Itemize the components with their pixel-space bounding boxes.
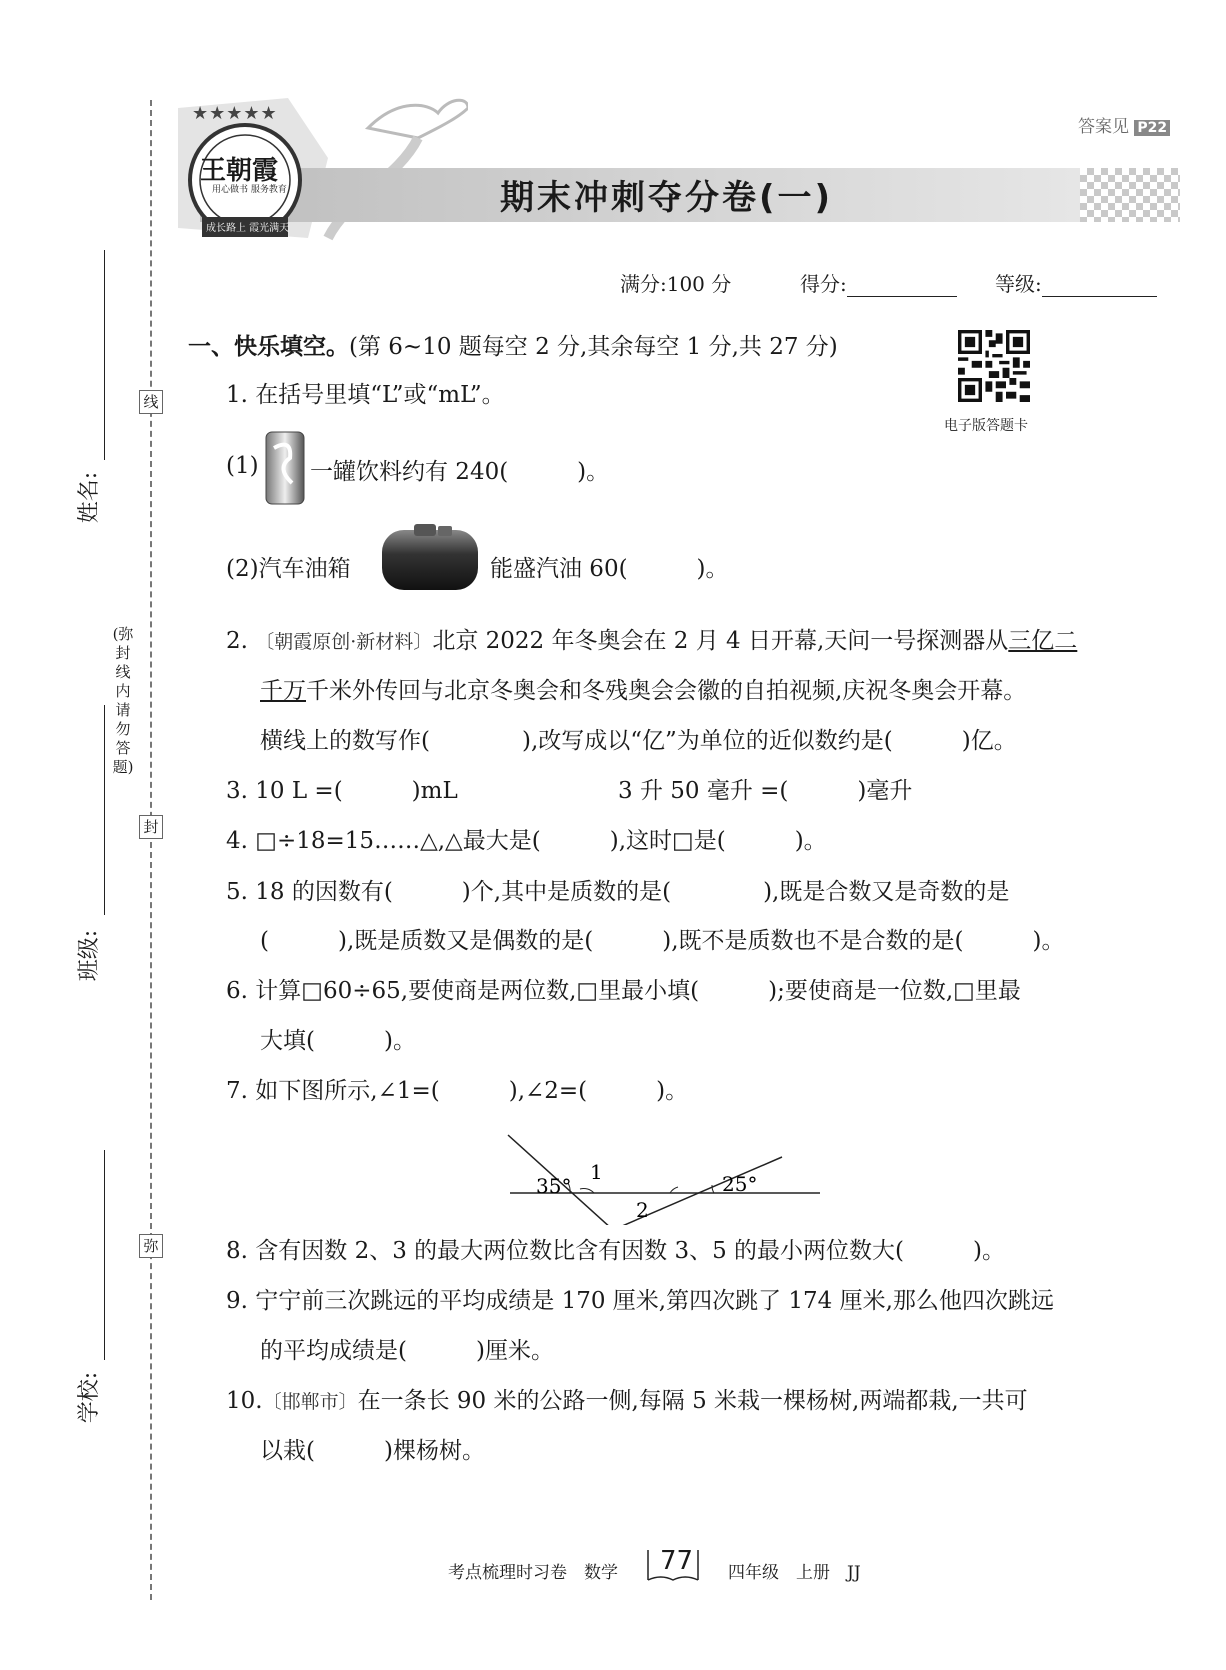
name-line <box>104 250 105 460</box>
question-10-line-2: 以栽( )棵杨树。 <box>260 1438 485 1464</box>
full-score: 满分:100 分 <box>620 272 732 296</box>
grade-field <box>995 268 1157 297</box>
binding-dashed-line <box>150 100 152 1600</box>
question-10-text-1: 在一条长 90 米的公路一侧,每隔 5 米栽一棵杨树,两端都栽,一共可 <box>357 1388 1028 1414</box>
footer-left: 考点梳理时习卷 数学 <box>448 1563 618 1583</box>
angle-2-label: 2 <box>636 1198 649 1222</box>
page-number: 77 <box>660 1546 694 1576</box>
binding-mark-mi: 弥 <box>139 1234 163 1258</box>
answer-reference <box>1078 112 1170 137</box>
page-title: 期末冲刺夺分卷(一) <box>500 178 834 218</box>
question-9-line-2: 的平均成绩是( )厘米。 <box>260 1338 554 1364</box>
grade-label: 等级: <box>995 272 1042 296</box>
fuel-tank-icon <box>378 522 482 594</box>
score-field <box>800 268 957 297</box>
soda-can-icon <box>262 428 308 508</box>
question-2-text-2: 千米外传回与北京冬奥会和冬残奥会会徽的自拍视频,庆祝冬奥会开幕。 <box>306 678 1027 704</box>
question-8: 8. 含有因数 2、3 的最大两位数比含有因数 3、5 的最小两位数大( )。 <box>226 1238 1005 1264</box>
section-heading <box>188 328 838 361</box>
qr-code-icon[interactable] <box>958 330 1030 402</box>
section-title: 一、快乐填空。 <box>188 334 349 360</box>
question-1: 1. 在括号里填“L”或“mL”。 <box>226 382 505 408</box>
question-2-text-1: 北京 2022 年冬奥会在 2 月 4 日开幕,天问一号探测器从 <box>432 628 1009 654</box>
binding-warning: (弥封线内请勿答题) <box>112 625 134 776</box>
question-5-line-2: ( ),既是质数又是偶数的是( ),既不是质数也不是合数的是( )。 <box>260 928 1065 954</box>
angle-figure <box>500 1125 830 1225</box>
class-label: 班级: <box>77 929 103 982</box>
score-label: 得分: <box>800 272 847 296</box>
logo-brand: 王朝霞 <box>200 156 279 186</box>
question-2-underline-1: 三亿二 <box>1008 628 1078 654</box>
score-blank[interactable] <box>847 276 957 297</box>
qr-caption: 电子版答题卡 <box>944 418 1028 434</box>
question-1-2-label: (2)汽车油箱 <box>226 556 351 582</box>
binding-mark-feng: 封 <box>139 815 163 839</box>
answer-ref-page: P22 <box>1134 120 1170 136</box>
question-4: 4. □÷18=15……△,△最大是( ),这时□是( )。 <box>226 828 827 854</box>
question-2-tag: 〔朝霞原创·新材料〕 <box>255 631 433 653</box>
question-1-1: 一罐饮料约有 240( )。 <box>310 459 610 485</box>
question-1-1-label: (1) <box>226 453 259 479</box>
question-10-number: 10. <box>226 1388 263 1414</box>
banner-checker <box>1080 168 1180 222</box>
question-6-line-1: 6. 计算□60÷65,要使商是两位数,□里最小填( );要使商是一位数,□里最 <box>226 978 1021 1004</box>
question-10-line-1 <box>226 1382 1028 1415</box>
question-3b: 3 升 50 毫升 =( )毫升 <box>618 778 913 804</box>
question-7: 7. 如下图所示,∠1=( ),∠2=( )。 <box>226 1078 689 1104</box>
question-2-underline-2: 千万 <box>260 678 306 704</box>
grade-blank[interactable] <box>1042 276 1157 297</box>
question-9-line-1: 9. 宁宁前三次跳远的平均成绩是 170 厘米,第四次跳了 174 厘米,那么他四次跳远 <box>226 1288 1054 1314</box>
question-1-2: 能盛汽油 60( )。 <box>490 556 729 582</box>
logo-slogan: 成长路上 霞光满天 <box>206 223 290 234</box>
logo-stars: ★★★★★ <box>192 103 278 124</box>
name-label: 姓名: <box>77 471 103 524</box>
question-2-number: 2. <box>226 628 256 654</box>
section-note: (第 6~10 题每空 2 分,其余每空 1 分,共 27 分) <box>349 334 838 360</box>
angle-1-label: 1 <box>590 1160 603 1184</box>
angle-a-label: 35° <box>536 1174 572 1198</box>
question-2-line-2 <box>260 672 1026 705</box>
binding-mark-xian: 线 <box>139 390 163 414</box>
question-2-line-1 <box>226 622 1077 655</box>
logo-motto: 用心做书 服务教育 <box>212 185 287 195</box>
question-5-line-1: 5. 18 的因数有( )个,其中是质数的是( ),既是合数又是奇数的是 <box>226 879 1010 905</box>
class-line <box>104 705 105 915</box>
angle-b-label: 25° <box>722 1172 758 1196</box>
answer-ref-text: 答案见 <box>1078 117 1129 137</box>
question-3a: 3. 10 L =( )mL <box>226 778 458 804</box>
footer-right: 四年级 上册 JJ <box>728 1563 861 1583</box>
school-label: 学校: <box>77 1371 103 1424</box>
question-2-line-3: 横线上的数写作( ),改写成以“亿”为单位的近似数约是( )亿。 <box>260 728 1017 754</box>
school-line <box>104 1150 105 1360</box>
question-6-line-2: 大填( )。 <box>260 1028 416 1054</box>
question-10-tag: 〔邯郸市〕 <box>262 1391 358 1413</box>
